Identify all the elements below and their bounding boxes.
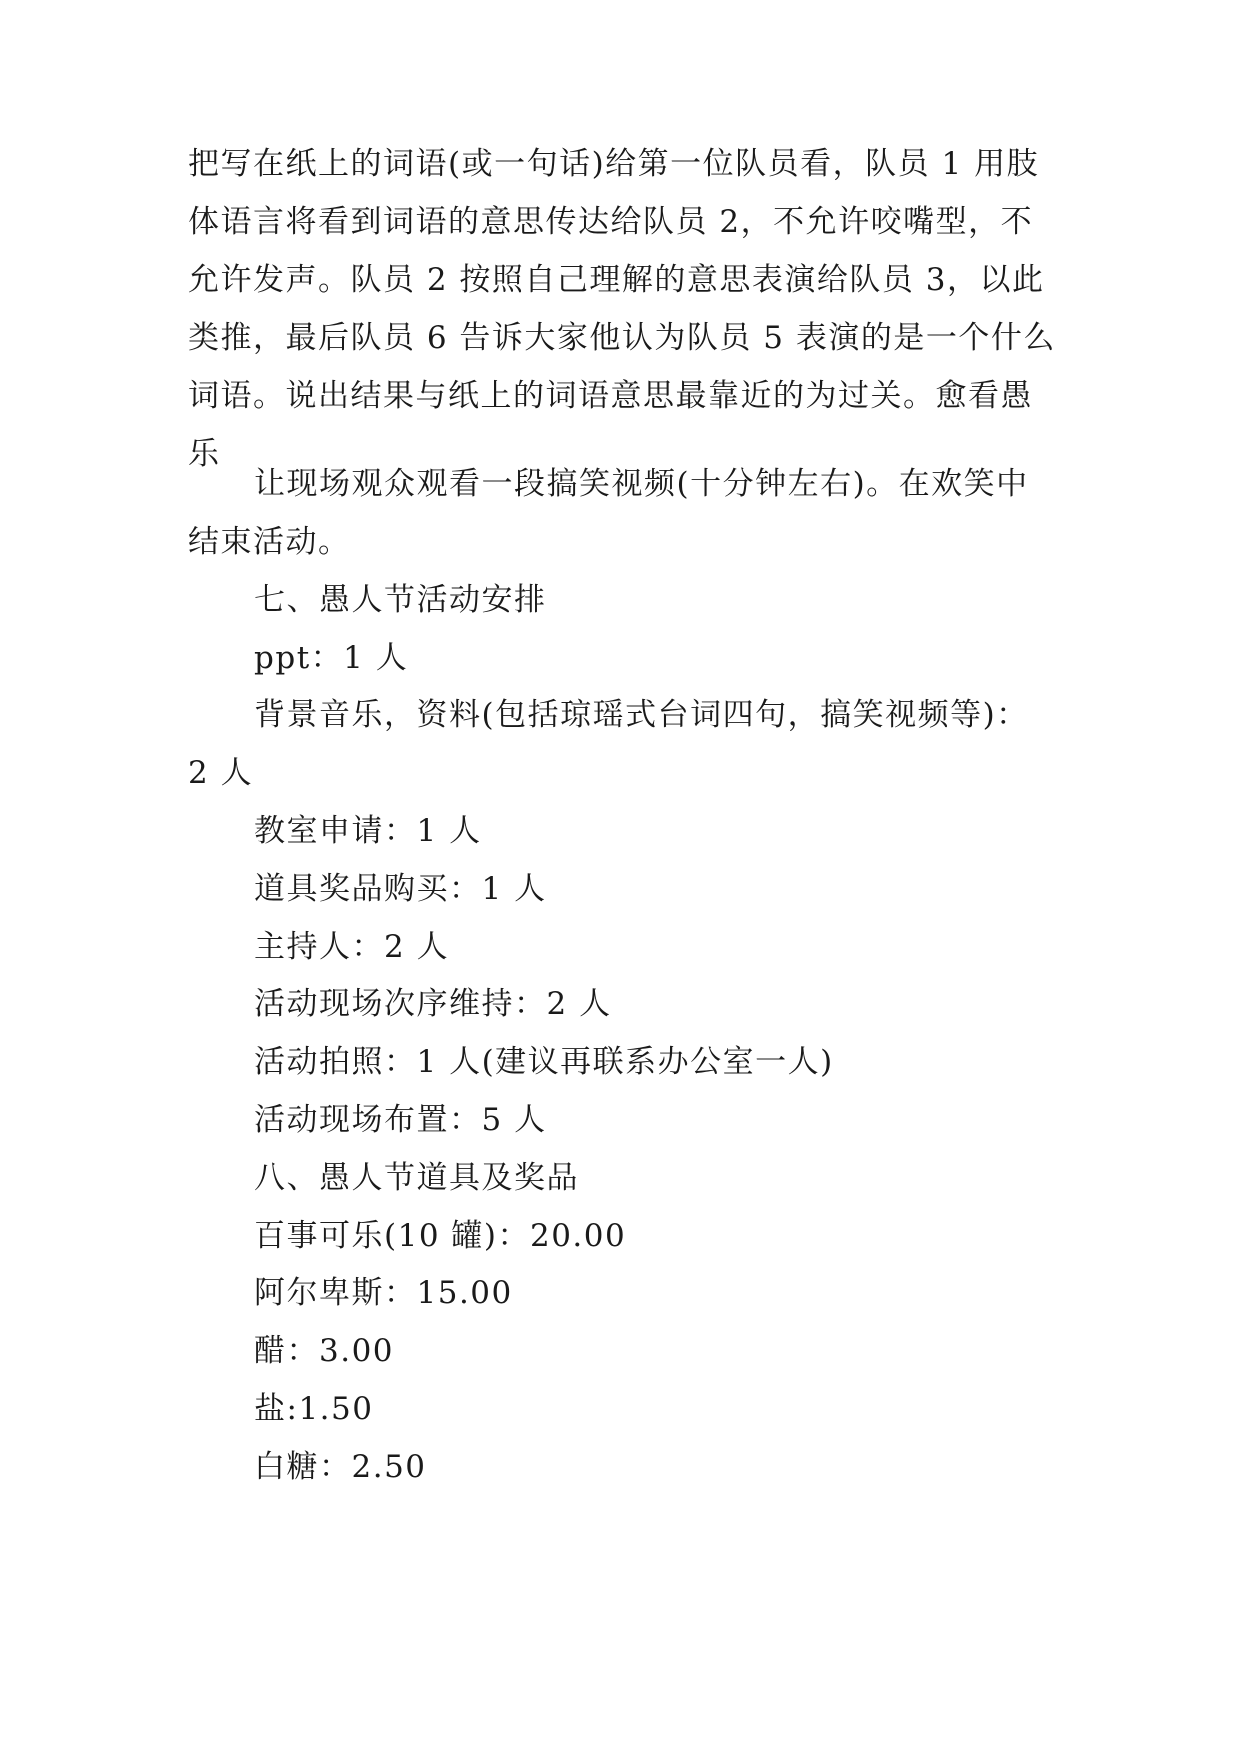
text-line: 背景音乐，资料(包括琼瑶式台词四句，搞笑视频等)： <box>254 697 1029 733</box>
text-line: 乐 <box>188 436 221 472</box>
text-line: 类推，最后队员 6 告诉大家他认为队员 5 表演的是一个什么 <box>188 320 1056 356</box>
arrangement-item: 主持人：2 人 <box>254 929 450 965</box>
arrangement-item: 教室申请：1 人 <box>254 813 482 849</box>
arrangement-item-music <box>188 686 1058 802</box>
text-line: 允许发声。队员 2 按照自己理解的意思表演给队员 3，以此 <box>188 262 1045 298</box>
text-line: 词语。说出结果与纸上的词语意思最靠近的为过关。愈看愚 <box>188 378 1033 414</box>
arrangement-item: 活动拍照：1 人(建议再联系办公室一人) <box>254 1044 834 1080</box>
paragraph-video <box>188 455 1058 571</box>
arrangement-item: 活动现场次序维持：2 人 <box>254 986 612 1022</box>
text-line: 让现场观众观看一段搞笑视频(十分钟左右)。在欢笑中 <box>254 466 1029 502</box>
arrangement-item: 道具奖品购买：1 人 <box>254 871 547 907</box>
section-heading: 七、愚人节活动安排 <box>254 582 547 618</box>
paragraph-game-rules <box>188 135 1058 483</box>
section-heading: 八、愚人节道具及奖品 <box>254 1160 579 1196</box>
text-line: 2 人 <box>188 755 254 791</box>
item-price: 醋：3.00 <box>254 1333 395 1369</box>
item-price: 盐:1.50 <box>254 1391 374 1427</box>
text-line: 体语言将看到词语的意思传达给队员 2，不允许咬嘴型，不 <box>188 204 1034 240</box>
item-price: 百事可乐(10 罐)：20.00 <box>254 1218 627 1254</box>
item-price: 阿尔卑斯：15.00 <box>254 1275 513 1311</box>
text-line: 把写在纸上的词语(或一句话)给第一位队员看，队员 1 用肢 <box>188 146 1040 182</box>
arrangement-item: 活动现场布置：5 人 <box>254 1102 547 1138</box>
text-line: 结束活动。 <box>188 524 351 560</box>
arrangement-item: ppt：1 人 <box>254 640 409 676</box>
item-price: 白糖：2.50 <box>254 1449 427 1485</box>
